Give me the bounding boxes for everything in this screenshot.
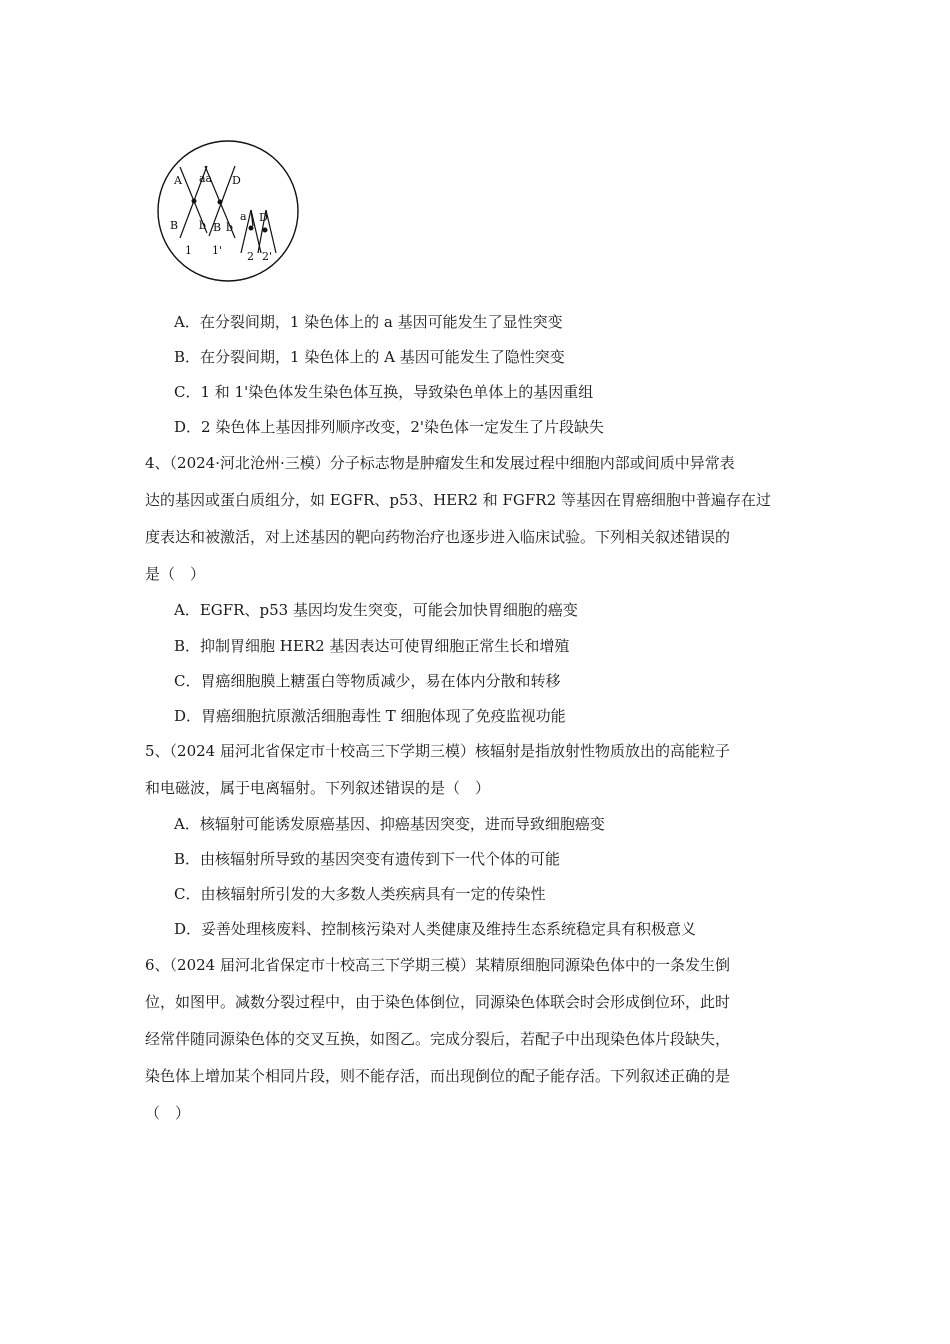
centromere-dot <box>218 200 223 205</box>
q6-stem-line: 经常伴随同源染色体的交叉互换，如图乙。完成分裂后，若配子中出现染色体片段缺失， <box>145 1030 731 1048</box>
chromosome-cell-figure <box>155 140 303 285</box>
label-B: B <box>170 219 179 232</box>
q5-option-b: B．由核辐射所导致的基因突变有遗传到下一代个体的可能 <box>174 850 561 868</box>
label-B2: B <box>213 221 222 234</box>
label-D: D <box>232 174 241 187</box>
label-b: b <box>199 219 207 232</box>
label-1: 1 <box>185 244 192 257</box>
q3-option-c: C．1 和 1'染色体发生染色体互换，导致染色单体上的基因重组 <box>174 383 594 401</box>
label-2: 2 <box>247 250 254 263</box>
q5-stem-line: 和电磁波，属于电离辐射。下列叙述错误的是（ ） <box>145 779 491 797</box>
q6-stem-line: 位，如图甲。减数分裂过程中，由于染色体倒位，同源染色体联会时会形成倒位环，此时 <box>145 993 731 1011</box>
cell-diagram <box>155 140 303 285</box>
q5-option-c: C．由核辐射所引发的大多数人类疾病具有一定的传染性 <box>174 885 546 903</box>
q6-stem-line: 6、（2024 届河北省保定市十校高三下学期三模）某精原细胞同源染色体中的一条发生倒 <box>145 956 730 974</box>
q5-option-d: D．妥善处理核废料、控制核污染对人类健康及维持生态系统稳定具有积极意义 <box>174 920 697 938</box>
q3-option-b: B．在分裂间期，1 染色体上的 A 基因可能发生了隐性突变 <box>174 348 565 366</box>
label-D-small: D <box>259 211 268 224</box>
q3-option-a: A．在分裂间期，1 染色体上的 a 基因可能发生了显性突变 <box>174 313 563 331</box>
q5-stem-line: 5、（2024 届河北省保定市十校高三下学期三模）核辐射是指放射性物质放出的高能粒子 <box>145 742 730 760</box>
q6-stem-line: 染色体上增加某个相同片段，则不能存活，而出现倒位的配子能存活。下列叙述正确的是 <box>145 1067 731 1085</box>
q4-stem-line: 4、（2024·河北沧州·三模）分子标志物是肿瘤发生和发展过程中细胞内部或间质中异常表 <box>145 454 735 472</box>
label-1-prime: 1' <box>212 244 223 257</box>
q4-stem-line: 是（ ） <box>145 565 206 583</box>
label-b2: b <box>226 221 234 234</box>
q4-stem-line: 达的基因或蛋白质组分，如 EGFR、p53、HER2 和 FGFR2 等基因在胃癌细胞中普遍存在过 <box>145 491 771 509</box>
q6-stem-line: （ ） <box>145 1104 191 1122</box>
label-aa: aa <box>199 172 213 185</box>
q3-option-d: D．2 染色体上基因排列顺序改变，2'染色体一定发生了片段缺失 <box>174 418 605 436</box>
centromere-dot <box>263 228 268 233</box>
q5-option-a: A．核辐射可能诱发原癌基因、抑癌基因突变，进而导致细胞癌变 <box>174 815 605 833</box>
cell-membrane-circle <box>158 141 298 281</box>
q4-option-b: B．抑制胃细胞 HER2 基因表达可使胃细胞正常生长和增殖 <box>174 637 570 655</box>
q4-option-d: D．胃癌细胞抗原激活细胞毒性 T 细胞体现了免疫监视功能 <box>174 707 566 725</box>
centromere-dot <box>192 199 197 204</box>
label-2-prime: 2' <box>262 250 273 263</box>
label-a: a <box>240 210 247 223</box>
q4-option-a: A．EGFR、p53 基因均发生突变，可能会加快胃细胞的癌变 <box>174 601 578 619</box>
q4-stem-line: 度表达和被激活，对上述基因的靶向药物治疗也逐步进入临床试验。下列相关叙述错误的 <box>145 528 731 546</box>
centromere-dot <box>249 226 254 231</box>
q4-option-c: C．胃癌细胞膜上糖蛋白等物质减少，易在体内分散和转移 <box>174 672 561 690</box>
label-A: A <box>174 174 182 187</box>
